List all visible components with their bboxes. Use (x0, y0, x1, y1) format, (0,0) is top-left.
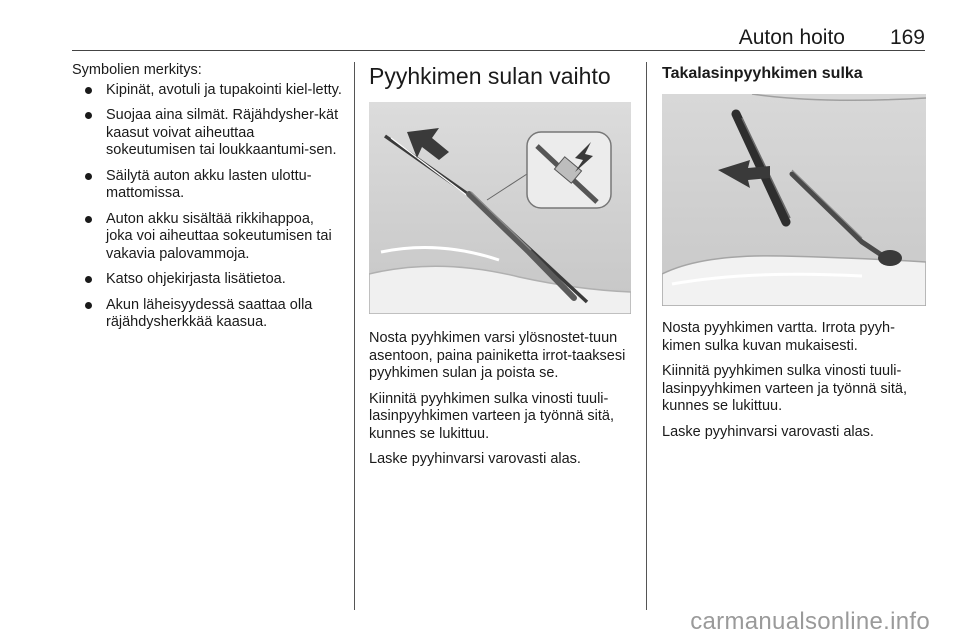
page-header (72, 26, 925, 51)
section-title: Pyyhkimen sulan vaihto (369, 63, 611, 89)
bullet-icon (85, 276, 92, 283)
list-item (72, 211, 344, 264)
list-item-text: Akun läheisyydessä saattaa olla räjähdysherkkää kaasua. (106, 296, 313, 330)
list-item (72, 271, 344, 289)
symbols-intro: Symbolien merkitys: (72, 62, 202, 78)
watermark: carmanualsonline.info (690, 608, 930, 635)
list-item-text: Katso ohjekirjasta lisätietoa. (106, 271, 286, 287)
bullet-icon (85, 87, 92, 94)
list-item-text: Säilytä auton akku lasten ulottu-mattomissa. (106, 167, 312, 201)
column-battery-symbols (72, 62, 344, 340)
column-rear-wiper-blade (662, 62, 926, 449)
bullet-icon (85, 302, 92, 309)
paragraph: Nosta pyyhkimen vartta. Irrota pyyh-kimen sulka kuvan mukaisesti. (662, 320, 895, 354)
list-item-text: Kipinät, avotuli ja tupakointi kiel-letty. (106, 81, 342, 98)
bullet-icon (85, 112, 92, 119)
column-wiper-blade-change (369, 62, 631, 477)
list-item-text: Auton akku sisältää rikkihappoa, joka voi aiheuttaa sokeutumisen tai vakavia palovammoja. (106, 210, 332, 262)
bullet-icon (85, 216, 92, 223)
rear-wiper-illustration (662, 94, 926, 306)
symbol-list (72, 82, 344, 332)
list-item (72, 168, 344, 203)
paragraph: Laske pyyhinvarsi varovasti alas. (662, 423, 874, 440)
list-item-text: Suojaa aina silmät. Räjähdysher-kät kaasut voivat aiheuttaa sokeutumisen tai loukkaantumi-sen. (106, 107, 339, 158)
paragraph: Nosta pyyhkimen varsi ylösnostet-tuun asentoon, paina painiketta irrot-taaksesi pyyhkimen sulan ja poista se. (369, 330, 626, 381)
column-divider (354, 62, 355, 610)
section-title: Takalasinpyyhkimen sulka (662, 65, 863, 82)
list-item (72, 82, 344, 100)
column-divider (646, 62, 647, 610)
paragraph: Kiinnitä pyyhkimen sulka vinosti tuuli-lasinpyyhkimen varteen ja työnnä sitä, kunnes se lukittuu. (662, 363, 908, 414)
bullet-icon (85, 173, 92, 180)
front-wiper-illustration (369, 102, 631, 314)
chapter-title: Auton hoito (738, 26, 845, 49)
paragraph: Laske pyyhinvarsi varovasti alas. (369, 451, 581, 467)
list-item (72, 107, 344, 160)
list-item (72, 297, 344, 332)
paragraph: Kiinnitä pyyhkimen sulka vinosti tuuli-lasinpyyhkimen varteen ja työnnä sitä, kunnes se lukittuu. (369, 390, 615, 442)
page-number: 169 (889, 26, 925, 49)
